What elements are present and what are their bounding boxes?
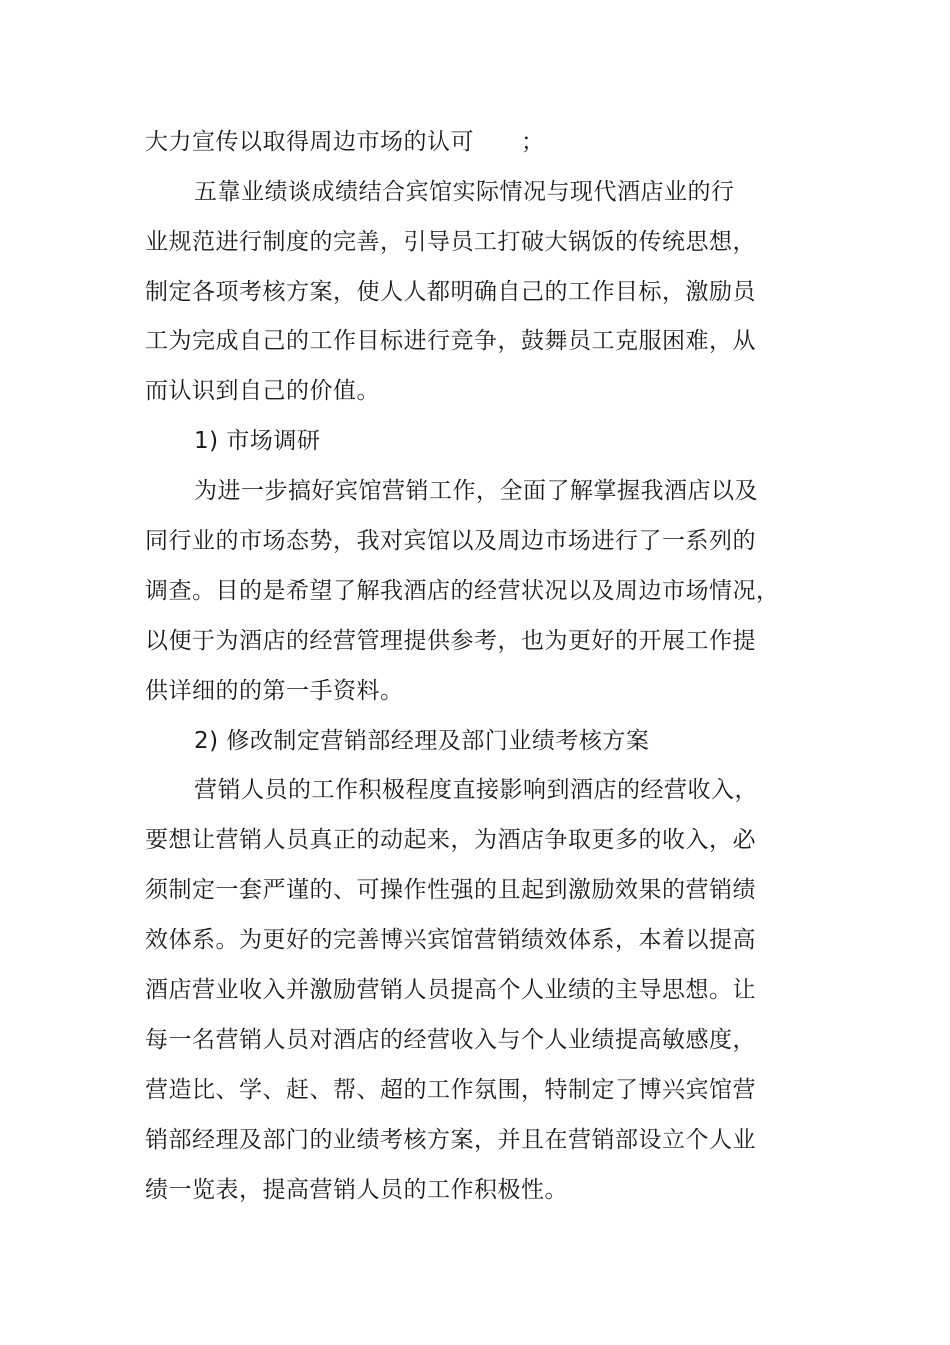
text-line: 效体系。为更好的完善博兴宾馆营销绩效体系，本着以提高 (145, 927, 756, 953)
text-line: 营造比、学、赶、帮、超的工作氛围，特制定了博兴宾馆营 (145, 1077, 756, 1103)
text-line: 为进一步搞好宾馆营销工作，全面了解掌握我酒店以及 (194, 478, 758, 504)
section-heading: 2) 修改制定营销部经理及部门业绩考核方案 (194, 728, 650, 754)
text-line: 供详细的的第一手资料。 (145, 678, 404, 704)
text-line: 工为完成自己的工作目标进行竞争，鼓舞员工克服困难，从 (145, 328, 756, 354)
text-line: 每一名营销人员对酒店的经营收入与个人业绩提高敏感度， (145, 1027, 756, 1053)
text-line: 同行业的市场态势，我对宾馆以及周边市场进行了一系列的 (145, 528, 756, 554)
text-line: 绩一览表，提高营销人员的工作积极性。 (145, 1177, 568, 1203)
text-line: 五靠业绩谈成绩结合宾馆实际情况与现代酒店业的行 (194, 179, 735, 205)
text-line: 而认识到自己的价值。 (145, 378, 380, 404)
text-line: 须制定一套严谨的、可操作性强的且起到激励效果的营销绩 (145, 877, 756, 903)
text-line: 业规范进行制度的完善，引导员工打破大锅饭的传统思想， (145, 229, 756, 255)
text-line: 销部经理及部门的业绩考核方案，并且在营销部设立个人业 (145, 1127, 756, 1153)
section-heading: 1) 市场调研 (194, 428, 321, 454)
text-line: 制定各项考核方案，使人人都明确自己的工作目标，激励员 (145, 279, 756, 305)
text-line: 调查。目的是希望了解我酒店的经营状况以及周边市场情况， (145, 578, 780, 604)
text-line: 营销人员的工作积极程度直接影响到酒店的经营收入， (194, 777, 758, 803)
text-line: 以便于为酒店的经营管理提供参考，也为更好的开展工作提 (145, 628, 756, 654)
text-line: 大力宣传以取得周边市场的认可 ； (145, 129, 545, 155)
text-line: 要想让营销人员真正的动起来，为酒店争取更多的收入，必 (145, 827, 756, 853)
text-line: 酒店营业收入并激励营销人员提高个人业绩的主导思想。让 (145, 977, 756, 1003)
